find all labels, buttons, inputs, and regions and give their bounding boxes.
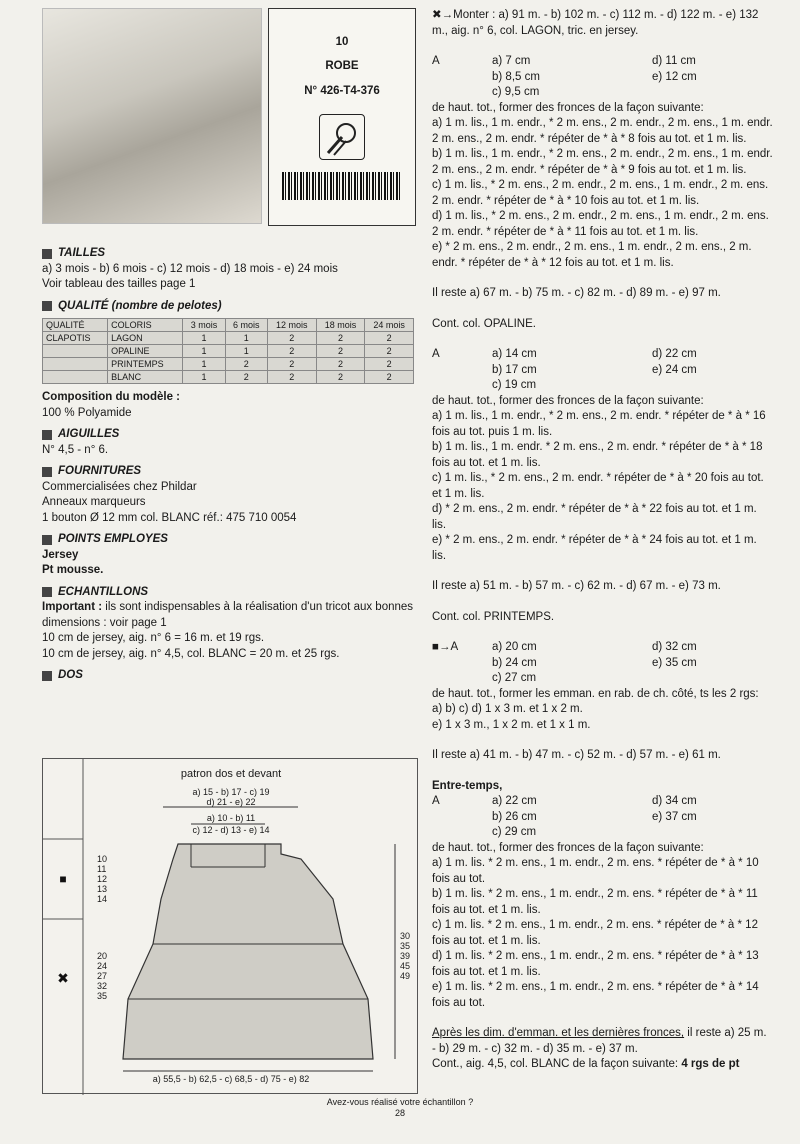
- table-row: BLANC 1 2 2 2 2: [43, 371, 414, 384]
- diagram-top-label: a) 15 - b) 17 - c) 19: [192, 787, 270, 797]
- echantillons-text: Important : ils sont indispensables à la réalisation d'un tricot aux bonnes dimensions : voir page 1: [42, 601, 414, 629]
- pattern-diagram: [42, 758, 418, 1094]
- text-line: ✖→Monter : a) 91 m. - b) 102 m. - c) 112 m. - d) 122 m. - e) 132: [432, 9, 759, 21]
- square-icon: [42, 535, 52, 545]
- text-line: m., aig. n° 6, col. LAGON, tric. en jersey.: [432, 24, 639, 37]
- square-icon: [42, 467, 52, 477]
- table-header-cell: 12 mois: [267, 319, 316, 332]
- color-line: Cont. col. OPALINE.: [432, 317, 536, 330]
- diagram-right-numbers: 30 35 39 45 49: [400, 931, 411, 981]
- points-heading: POINTS EMPLOYES: [42, 532, 418, 548]
- barcode: [282, 172, 402, 200]
- echantillons-heading: ECHANTILLONS: [42, 585, 418, 601]
- measure-row: ■→A a) 20 cm d) 32 cm: [432, 641, 697, 653]
- aiguilles-value: N° 4,5 - n° 6.: [42, 443, 109, 456]
- echantillons-line: 10 cm de jersey, aig. n° 4,5, col. BLANC = 20 m. et 25 rgs.: [42, 647, 340, 660]
- diagram-left-numbers: 20 24 27 32 35: [97, 951, 108, 1001]
- apres-line: Après les dim. d'emman. et les dernières fronces, il reste a) 25 m.: [432, 1027, 767, 1039]
- fournitures-line: Anneaux marqueurs: [42, 496, 146, 508]
- table-row: PRINTEMPS 1 2 2 2 2: [43, 358, 414, 371]
- table-row: OPALINE 1 1 2 2 2: [43, 345, 414, 358]
- left-column: [42, 240, 418, 684]
- baby-photo: [42, 8, 262, 224]
- diagram-title: patron dos et devant: [180, 768, 282, 780]
- measure-row: A a) 22 cm d) 34 cm: [432, 795, 697, 807]
- dos-heading: DOS: [42, 668, 418, 684]
- remaining-line: Il reste a) 67 m. - b) 75 m. - c) 82 m. - d) 89 m. - e) 97 m.: [432, 287, 721, 299]
- measure-row: c) 19 cm: [492, 379, 537, 391]
- tailles-note: Voir tableau des tailles page 1: [42, 278, 196, 290]
- square-icon: [42, 301, 52, 311]
- measure-row: c) 9,5 cm: [492, 86, 540, 98]
- table-header-cell: COLORIS: [108, 319, 183, 332]
- quality-table: [42, 318, 414, 384]
- reference-box: [268, 8, 416, 226]
- points-line: Pt mousse.: [42, 564, 104, 576]
- qualite-heading: QUALITÉ (nombre de pelotes): [42, 299, 418, 315]
- diagram-top-label: d) 21 - e) 22: [206, 797, 256, 807]
- square-icon: [42, 671, 52, 681]
- points-line: Jersey: [42, 548, 79, 561]
- table-row: CLAPOTIS LAGON 1 1 2 2 2: [43, 332, 414, 345]
- model-name: ROBE: [325, 59, 359, 72]
- apres-line: - b) 29 m. - c) 32 m. - d) 35 m. - e) 37 m.: [432, 1042, 638, 1055]
- model-code: N° 426-T4-376: [304, 85, 380, 97]
- fournitures-line: Commercialisées chez Phildar: [42, 480, 197, 493]
- composition-heading: Composition du modèle :: [42, 391, 180, 403]
- svg-text:✖: ✖: [57, 970, 69, 986]
- measure-row: c) 29 cm: [492, 826, 537, 838]
- echantillons-line: 10 cm de jersey, aig. n° 6 = 16 m. et 19 rgs.: [42, 632, 265, 644]
- right-column: ✖→Monter : a) 91 m. - b) 102 m. - c) 112 m. - d) 122 m. - e) 132 m., aig. n° 6, col. LAGON, tric. en jersey. A a) 7 cm d) 11 cm b) 8,5 cm e) 12 cm c) 9,5 cm de haut. tot., former des fronces de la façon suivante: a) 1 m. lis., 1 m. endr., * 2 m. ens., 2 m. endr., 2 m. ens., 1 m. endr. 2 m. ens., 2 m. endr. * répéter de * à * 8 fois au tot. et 1 m. lis. b) 1 m. lis., 1 m. endr., * 2 m. ens., 2 m. endr., 2 m. ens., 1 m. endr. 2 m. ens., 2 m. endr. * répéter de * à * 9 fois au tot. et 1 m. lis. c) 1 m. lis., * 2 m. ens., 2 m. endr., 2 m. ens., 1 m. endr., 2 m. ens. 2 m. endr. * répéter de * à * 10 fois au tot. et 1 m. lis. d) 1 m. lis., * 2 m. ens., 2 m. endr., 2 m. ens., 1 m. endr., 2 m. ens. 2 m. endr. * répéter de * à * 11 fois au tot. et 1 m. lis. e) * 2 m. ens., 2 m. endr., 2 m. ens., 1 m. endr., 2 m. ens., 2 m. endr. * répéter de * à * 12 fois au tot. et 1 m. lis. Il reste a) 67 m. - b) 75 m. - c) 82 m. - d) 89 m. - e) 97 m. Cont. col. OPALINE. A a) 14 cm d) 22 cm b) 17 cm e) 24 cm c) 19 cm de haut. tot., former des fronces de la façon suivante: a) 1 m. lis., 1 m. endr., * 2 m. ens., 2 m. endr. * répéter de * à * 16 fois au tot. puis 1 m. lis. b) 1 m. lis., 1 m. endr. * 2 m. ens., 2 m. endr. * répéter de * à * 18 fois au tot. et 1 m. lis. c) 1 m. lis., * 2 m. ens., 2 m. endr. * répéter de * à * 20 fois au tot. et 1 m. lis. d) * 2 m. ens., 2 m. endr. * répéter de * à * 22 fois au tot. et 1 m. lis. e) * 2 m. ens., 2 m. endr. * répéter de * à * 24 fois au tot. et 1 m. lis. Il reste a) 51 m. - b) 57 m. - c) 62 m. - d) 67 m. - e) 73 m. Cont. col. PRINTEMPS. ■→A a) 20 cm d) 32 cm b) 24 cm e) 35 cm c) 27 cm de haut. tot., former les emman. en rab. de ch. côté, ts les 2 rgs: a) b) c) d) 1 x 3 m. et 1 x 2 m. e) 1 x 3 m., 1 x 2 m. et 1 x 1 m. Il reste a) 41 m. - b) 47 m. - c) 52 m. - d) 57 m. - e) 61 m. Entre-temps, A a) 22 cm d) 34 cm b) 26 cm e) 37 cm c) 29 cm de haut. tot., former des fronces de la façon suivante: a) 1 m. lis. * 2 m. ens., 1 m. endr., 2 m. ens. * répéter de * à * 10 fois au tot. b) 1 m. lis. * 2 m. ens., 1 m. endr., 2 m. ens. * répéter de * à * 11 fois au tot. et 1 m. lis. c) 1 m. lis. * 2 m. ens., 1 m. endr., 2 m. ens. * répéter de * à * 12 fois au tot. et 1 m. lis. d) 1 m. lis. * 2 m. ens., 1 m. endr., 2 m. ens. * répéter de * à * 13 fois au tot. et 1 m. lis. e) 1 m. lis. * 2 m. ens., 1 m. endr., 2 m. ens. * répéter de * à * 14 fois au tot. Après les dim. d'emman. et les dernières fronces, il reste a) 25 m. - b) 29 m. - c) 32 m. - d) 35 m. - e) 37 m. Cont., aig. 4,5, col. BLANC de la façon suivante: 4 rgs de pt: [432, 8, 794, 1073]
- diagram-bottom-label: a) 55,5 - b) 62,5 - c) 68,5 - d) 75 - e) 82: [152, 1074, 310, 1084]
- entre-temps-heading: Entre-temps,: [432, 779, 503, 792]
- page-number: 28: [394, 1108, 405, 1118]
- square-icon: [42, 587, 52, 597]
- svg-text:■: ■: [59, 872, 67, 886]
- measure-row: b) 24 cm e) 35 cm: [492, 656, 697, 669]
- cont-line: Cont., aig. 4,5, col. BLANC de la façon suivante: 4 rgs de pt: [432, 1058, 740, 1070]
- measure-row: b) 26 cm e) 37 cm: [492, 810, 697, 823]
- model-number: 10: [335, 36, 349, 48]
- measure-row: b) 17 cm e) 24 cm: [492, 363, 697, 376]
- measure-row: A a) 7 cm d) 11 cm: [432, 55, 696, 67]
- composition-value: 100 % Polyamide: [42, 406, 132, 419]
- measure-row: b) 8,5 cm e) 12 cm: [492, 70, 697, 83]
- tailles-line: a) 3 mois - b) 6 mois - c) 12 mois - d) 18 mois - e) 24 mois: [42, 262, 338, 275]
- table-header-cell: 18 mois: [316, 319, 365, 332]
- remaining-line: Il reste a) 41 m. - b) 47 m. - c) 52 m. - d) 57 m. - e) 61 m.: [432, 749, 721, 761]
- fournitures-line: 1 bouton Ø 12 mm col. BLANC réf.: 475 710 0054: [42, 511, 297, 524]
- aiguilles-heading: AIGUILLES: [42, 427, 418, 443]
- table-header-cell: 6 mois: [225, 319, 267, 332]
- measure-row: A a) 14 cm d) 22 cm: [432, 348, 697, 360]
- square-icon: [42, 249, 52, 259]
- square-icon: [42, 430, 52, 440]
- page-footer: [0, 1097, 800, 1119]
- tailles-heading: TAILLES: [42, 246, 418, 262]
- fournitures-heading: FOURNITURES: [42, 464, 418, 480]
- color-line: Cont. col. PRINTEMPS.: [432, 610, 555, 623]
- diagram-top-label: c) 12 - d) 13 - e) 14: [192, 825, 270, 835]
- measure-row: c) 27 cm: [492, 672, 537, 684]
- remaining-line: Il reste a) 51 m. - b) 57 m. - c) 62 m. - d) 67 m. - e) 73 m.: [432, 580, 721, 592]
- table-header-cell: QUALITÉ: [43, 319, 108, 332]
- diagram-top-label: a) 10 - b) 11: [206, 813, 256, 823]
- table-header-cell: 3 mois: [183, 319, 225, 332]
- diagram-left-numbers: 10 11 12 13 14: [97, 854, 108, 904]
- yarn-logo-icon: [319, 114, 365, 160]
- footer-question: Avez-vous réalisé votre échantillon ?: [326, 1097, 474, 1107]
- table-header-cell: 24 mois: [365, 319, 414, 332]
